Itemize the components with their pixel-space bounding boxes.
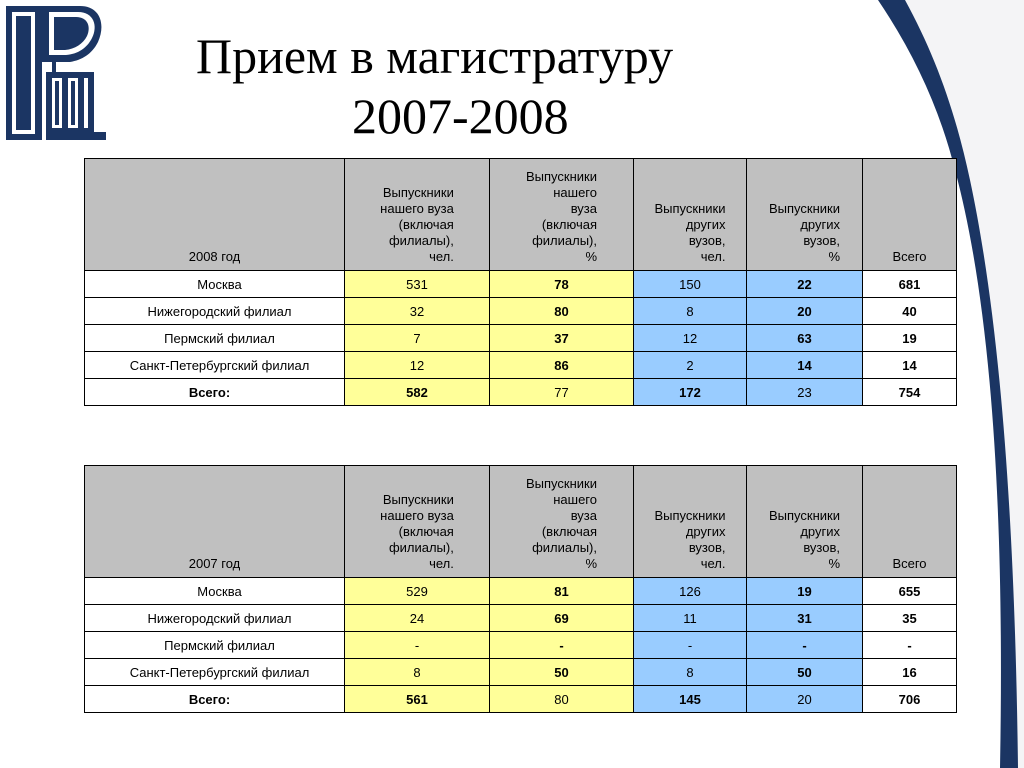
cell-other-count: 8	[634, 298, 747, 325]
row-label: Санкт-Петербургский филиал	[85, 659, 345, 686]
cell-other-pct: 19	[747, 578, 863, 605]
table-row	[85, 271, 957, 298]
table-row	[85, 578, 957, 605]
cell-other-count: 145	[634, 686, 747, 713]
cell-grads-pct: 80	[490, 298, 634, 325]
cell-grads-pct: -	[490, 632, 634, 659]
cell-total: 14	[863, 352, 957, 379]
cell-total: -	[863, 632, 957, 659]
title-line-2: 2007-2008	[352, 88, 569, 144]
header-total: Всего	[863, 159, 957, 271]
cell-other-pct: 22	[747, 271, 863, 298]
cell-grads-pct: 37	[490, 325, 634, 352]
cell-grads-count: 8	[345, 659, 490, 686]
cell-grads-count: 32	[345, 298, 490, 325]
cell-total: 655	[863, 578, 957, 605]
header-other-pct: Выпускники других вузов, %	[747, 466, 863, 578]
table-row	[85, 605, 957, 632]
row-label: Санкт-Петербургский филиал	[85, 352, 345, 379]
cell-total: 681	[863, 271, 957, 298]
cell-grads-pct: 69	[490, 605, 634, 632]
cell-total: 35	[863, 605, 957, 632]
cell-grads-pct: 50	[490, 659, 634, 686]
cell-total: 19	[863, 325, 957, 352]
cell-grads-pct: 86	[490, 352, 634, 379]
table-total-row	[85, 686, 957, 713]
cell-other-count: 126	[634, 578, 747, 605]
table-row	[85, 298, 957, 325]
slide-title	[120, 26, 860, 146]
cell-grads-count: 561	[345, 686, 490, 713]
title-line-1: Прием в магистратуру	[196, 28, 674, 84]
cell-grads-count: 7	[345, 325, 490, 352]
table-row	[85, 325, 957, 352]
header-total: Всего	[863, 466, 957, 578]
cell-other-pct: 31	[747, 605, 863, 632]
cell-other-pct: 20	[747, 298, 863, 325]
header-grads-count: Выпускники нашего вуза (включая филиалы), чел.	[345, 466, 490, 578]
cell-other-count: 11	[634, 605, 747, 632]
header-grads-count: Выпускники нашего вуза (включая филиалы), чел.	[345, 159, 490, 271]
table-row	[85, 352, 957, 379]
cell-other-pct: 50	[747, 659, 863, 686]
cell-other-count: -	[634, 632, 747, 659]
cell-total: 16	[863, 659, 957, 686]
table-header-row	[85, 159, 957, 271]
cell-grads-pct: 81	[490, 578, 634, 605]
cell-grads-count: 24	[345, 605, 490, 632]
header-other-count: Выпускники других вузов, чел.	[634, 466, 747, 578]
table-total-row	[85, 379, 957, 406]
cell-grads-pct: 77	[490, 379, 634, 406]
cell-total: 40	[863, 298, 957, 325]
row-label: Пермский филиал	[85, 632, 345, 659]
cell-other-count: 150	[634, 271, 747, 298]
table-2007	[84, 465, 957, 713]
table-row	[85, 632, 957, 659]
table-2008	[84, 158, 957, 406]
cell-total: 706	[863, 686, 957, 713]
cell-other-pct: 23	[747, 379, 863, 406]
header-other-pct: Выпускники других вузов, %	[747, 159, 863, 271]
cell-total: 754	[863, 379, 957, 406]
cell-other-pct: 63	[747, 325, 863, 352]
row-label: Нижегородский филиал	[85, 298, 345, 325]
total-label: Всего:	[85, 379, 345, 406]
year-header: 2008 год	[85, 159, 345, 271]
cell-grads-count: 529	[345, 578, 490, 605]
row-label: Москва	[85, 271, 345, 298]
header-other-count: Выпускники других вузов, чел.	[634, 159, 747, 271]
total-label: Всего:	[85, 686, 345, 713]
row-label: Москва	[85, 578, 345, 605]
row-label: Пермский филиал	[85, 325, 345, 352]
cell-grads-count: 582	[345, 379, 490, 406]
header-grads-pct: Выпускники нашего вуза (включая филиалы), %	[490, 159, 634, 271]
year-header: 2007 год	[85, 466, 345, 578]
cell-other-pct: -	[747, 632, 863, 659]
cell-grads-pct: 78	[490, 271, 634, 298]
cell-grads-count: 531	[345, 271, 490, 298]
cell-other-count: 2	[634, 352, 747, 379]
university-logo	[2, 2, 112, 144]
table-header-row	[85, 466, 957, 578]
header-grads-pct: Выпускники нашего вуза (включая филиалы), %	[490, 466, 634, 578]
row-label: Нижегородский филиал	[85, 605, 345, 632]
table-row	[85, 659, 957, 686]
cell-other-pct: 20	[747, 686, 863, 713]
cell-grads-count: 12	[345, 352, 490, 379]
cell-grads-pct: 80	[490, 686, 634, 713]
cell-grads-count: -	[345, 632, 490, 659]
cell-other-count: 12	[634, 325, 747, 352]
cell-other-count: 172	[634, 379, 747, 406]
cell-other-count: 8	[634, 659, 747, 686]
cell-other-pct: 14	[747, 352, 863, 379]
